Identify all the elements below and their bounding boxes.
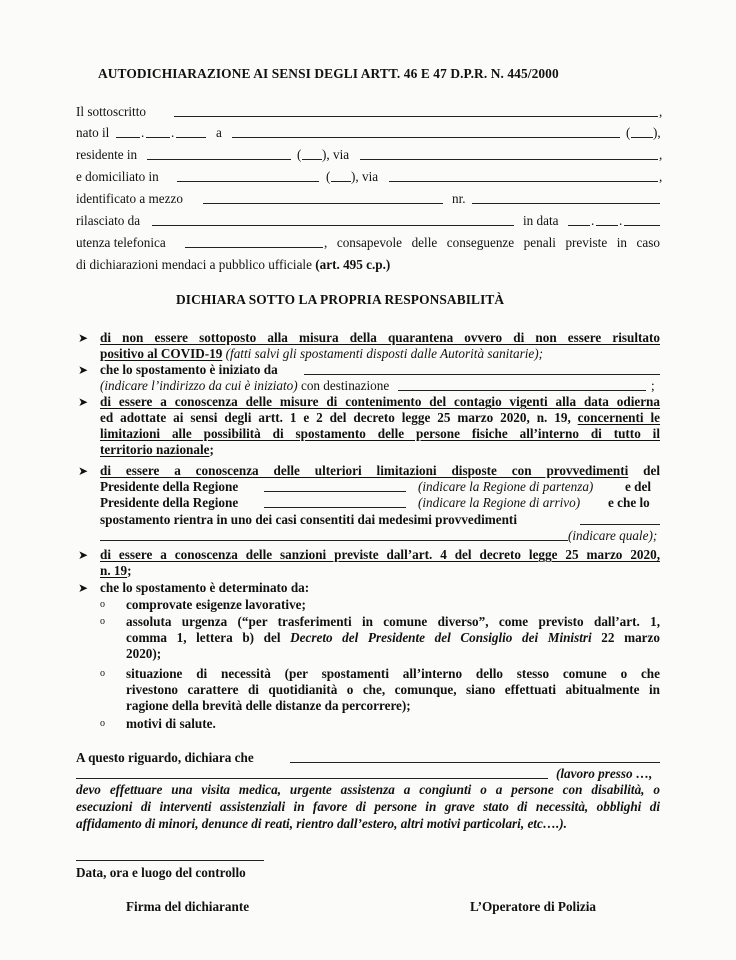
field-id-document[interactable]: [203, 203, 443, 204]
field-dichiara-1[interactable]: [290, 762, 660, 763]
label-regione-partenza: Presidente della Regione: [100, 479, 239, 494]
item-misure: di essere a conoscenza delle misure di contenimento del contagio vigenti alla data odierna: [100, 394, 660, 409]
field-issue-year[interactable]: [624, 225, 660, 226]
field-provvedimento-1[interactable]: [580, 524, 660, 525]
option-necessita-cont: rivestono carattere di quotidianità o che, comunque, siano effettuati abitualmente in: [126, 682, 660, 697]
option-salute[interactable]: motivi di salute.: [126, 716, 216, 731]
self-declaration-form: AUTODICHIARAZIONE AI SENSI DEGLI ARTT. 46 E 47 D.P.R. N. 445/2000 Il sottoscritto , nato il . . a ( ), residente in ( ), via , e domiciliato in ( ), via , identificato a mezzo nr. rilasciato da in data . . utenza telefonica , consapevole delle conseguenze penali previste in caso di dichiarazioni mendaci a pubblico ufficiale (art. 495 c.p.) DICHIARA SOTTO LA PROPRIA RESPONSABILITÀ ➤ di non essere sottoposto alla misura della quarantena ovvero di non essere risultato positivo al COVID-19 (fatti salvi gli spostamenti disposti dalle Autorità sanitarie); ➤ che lo spostamento è iniziato da (indicare l’indirizzo da cui è iniziato) con destinazione ; ➤ di essere a conoscenza delle misure di contenimento del contagio vigenti alla data odierna ed adottate ai sensi degli artt. 1 e 2 del decreto legge 25 marzo 2020, n. 19, concernenti le limitazioni alle possibilità di spostamento delle persone fisiche all’interno di tutto il territorio nazionale; ➤ di essere a conoscenza delle ulteriori limitazioni disposte con provvedimenti del Presidente della Regione (indicare la Regione di partenza) e del Presidente della Regione (indicare la Regione di arrivo) e che lo spostamento rientra in uno dei casi consentiti dai medesimi provvedimenti (indicare quale); ➤ di essere a conoscenza delle sanzioni previste dall’art. 4 del decreto legge 25 marzo 2020, n. 19; ➤ che lo spostamento è determinato da: o comprovate esigenze lavorative; o assoluta urgenza (“per trasferimenti in comune diverso”, come previsto dall’art. 1, comma 1, lettera b) del Decreto del Presidente del Consiglio dei Ministri 22 marzo 2020); o situazione di necessità (per spostamenti all’interno dello stesso comune o che rivestono carattere di quotidianità o che, comunque, siano effettuati abitualmente in ragione della brevità delle distanze da percorrere); o motivi di salute. A questo riguardo, dichiara che (lavoro presso …, devo effettuare una visita medica, urgente assistenza a congiunti o a persone con disabilità, o esecuzioni di interventi assistenziali in favore di persone in grave stato di necessità, obblighi di affidamento di minori, denunce di reati, rientro dall’estero, altri motivi particolari, etc….). Data, ora e luogo del controllo Firma del dichiarante L’Operatore di Polizia: [76, 66, 663, 914]
field-birth-year[interactable]: [176, 137, 206, 138]
field-origin-address[interactable]: [304, 374, 660, 375]
label-regione-arrivo: Presidente della Regione: [100, 495, 239, 510]
label-domiciliato: e domiciliato in: [76, 169, 159, 184]
label-in-data: in data: [523, 213, 559, 228]
item-motivo: che lo spostamento è determinato da:: [100, 580, 310, 595]
arrow-bullet-icon: ➤: [78, 395, 89, 409]
label-nato-il: nato il: [76, 125, 110, 140]
field-regione-arrivo[interactable]: [264, 507, 406, 508]
item-quarantena: di non essere sottoposto alla misura della quarantena ovvero di non essere risultato: [100, 330, 660, 345]
label-sottoscritto: Il sottoscritto: [76, 104, 146, 119]
section-heading: DICHIARA SOTTO LA PROPRIA RESPONSABILITÀ: [176, 292, 505, 307]
closing-text-3: affidamento di minori, denunce di reati, rientro dall’estero, altri motivi particolari, etc….).: [76, 816, 567, 831]
item-inizio: che lo spostamento è iniziato da: [100, 362, 278, 377]
hint-indicare-quale: (indicare quale);: [568, 528, 658, 543]
arrow-bullet-icon: ➤: [78, 331, 89, 345]
hint-regione-partenza: (indicare la Regione di partenza): [418, 479, 594, 494]
field-residence-street[interactable]: [360, 159, 658, 160]
text-consapevole: , consapevole delle conseguenze penali previste in caso: [324, 235, 660, 250]
label-utenza: utenza telefonica: [76, 235, 166, 250]
item-quarantena-cont: positivo al COVID-19 (fatti salvi gli spostamenti disposti dalle Autorità sanitarie);: [100, 346, 544, 361]
closing-text-2: esecuzioni di interventi assistenziali in favore di persone in grave stato di necessità, obblighi di: [76, 799, 660, 814]
field-phone[interactable]: [185, 247, 323, 248]
option-lavoro[interactable]: comprovate esigenze lavorative;: [126, 597, 306, 612]
item-sanzioni: di essere a conoscenza delle sanzioni previste dall’art. 4 del decreto legge 25 marzo 2020,: [100, 547, 660, 562]
option-urgenza-cont: comma 1, lettera b) del Decreto del Presidente del Consiglio dei Ministri 22 marzo: [126, 630, 660, 645]
field-residence-province[interactable]: [302, 159, 322, 160]
circle-bullet-icon: o: [100, 616, 105, 627]
item-sanzioni-cont: n. 19;: [100, 563, 132, 578]
closing-text-1: devo effettuare una visita medica, urgente assistenza a congiunti o a persone con disabilità, o: [76, 782, 660, 797]
field-domicile-province[interactable]: [331, 181, 351, 182]
field-id-number[interactable]: [472, 203, 660, 204]
circle-bullet-icon: o: [100, 718, 105, 729]
field-destination[interactable]: [398, 390, 646, 391]
arrow-bullet-icon: ➤: [78, 548, 89, 562]
label-via-2: ), via: [351, 169, 379, 184]
item-regioni: di essere a conoscenza delle ulteriori limitazioni disposte con provvedimenti del: [100, 463, 660, 478]
item-inizio-cont: (indicare l’indirizzo da cui è iniziato) con destinazione: [100, 378, 390, 393]
arrow-bullet-icon: ➤: [78, 363, 89, 377]
circle-bullet-icon: o: [100, 599, 105, 610]
field-domicile-street[interactable]: [389, 181, 658, 182]
label-residente: residente in: [76, 147, 138, 162]
field-domicile-city[interactable]: [177, 181, 319, 182]
circle-bullet-icon: o: [100, 668, 105, 679]
option-necessita[interactable]: situazione di necessità (per spostamenti all’interno dello stesso comune o che: [126, 666, 660, 681]
option-urgenza[interactable]: assoluta urgenza (“per trasferimenti in comune diverso”, come previsto dall’art. 1,: [126, 614, 660, 629]
field-issue-month[interactable]: [596, 225, 618, 226]
field-birth-month[interactable]: [146, 137, 170, 138]
field-provvedimento-2[interactable]: [100, 540, 568, 541]
label-via-1: ), via: [322, 147, 350, 162]
item-misure-cont: ed adottate ai sensi degli artt. 1 e 2 del decreto legge 25 marzo 2020, n. 19, concernenti le: [100, 410, 661, 425]
field-sottoscritto[interactable]: [174, 116, 658, 117]
field-dichiara-2[interactable]: [76, 778, 548, 779]
option-urgenza-cont2: 2020);: [126, 646, 162, 661]
text-mendaci: di dichiarazioni mendaci a pubblico ufficiale (art. 495 c.p.): [76, 257, 391, 272]
label-a: a: [216, 125, 222, 140]
arrow-bullet-icon: ➤: [78, 581, 89, 595]
label-identificato: identificato a mezzo: [76, 191, 183, 206]
label-data-luogo: Data, ora e luogo del controllo: [76, 865, 246, 880]
item-misure-cont2: limitazioni alle possibilità di spostamento delle persone fisiche all’interno di tutto il: [100, 426, 660, 441]
hint-regione-arrivo: (indicare la Regione di arrivo): [418, 495, 581, 510]
label-firma-dichiarante: Firma del dichiarante: [126, 899, 250, 914]
field-residence-city[interactable]: [147, 159, 291, 160]
comma: ,: [659, 104, 663, 119]
field-birth-day[interactable]: [116, 137, 140, 138]
option-necessita-cont2: ragione della brevità delle distanze da percorrere);: [126, 698, 411, 713]
field-issue-day[interactable]: [568, 225, 590, 226]
label-rilasciato: rilasciato da: [76, 213, 141, 228]
hint-lavoro: (lavoro presso …,: [556, 766, 653, 781]
label-operatore-polizia: L’Operatore di Polizia: [470, 899, 597, 914]
label-riguardo: A questo riguardo, dichiara che: [76, 750, 254, 765]
label-nr: nr.: [452, 191, 466, 206]
field-regione-partenza[interactable]: [264, 491, 406, 492]
item-misure-cont3: territorio nazionale;: [100, 442, 214, 457]
arrow-bullet-icon: ➤: [78, 464, 89, 478]
field-data-luogo[interactable]: [76, 860, 264, 861]
field-birthplace[interactable]: [232, 137, 620, 138]
document-title: AUTODICHIARAZIONE AI SENSI DEGLI ARTT. 46 E 47 D.P.R. N. 445/2000: [98, 66, 559, 81]
field-issued-by[interactable]: [152, 225, 514, 226]
field-birth-province[interactable]: [631, 137, 653, 138]
item-regioni-cont: spostamento rientra in uno dei casi consentiti dai medesimi provvedimenti: [100, 512, 517, 527]
